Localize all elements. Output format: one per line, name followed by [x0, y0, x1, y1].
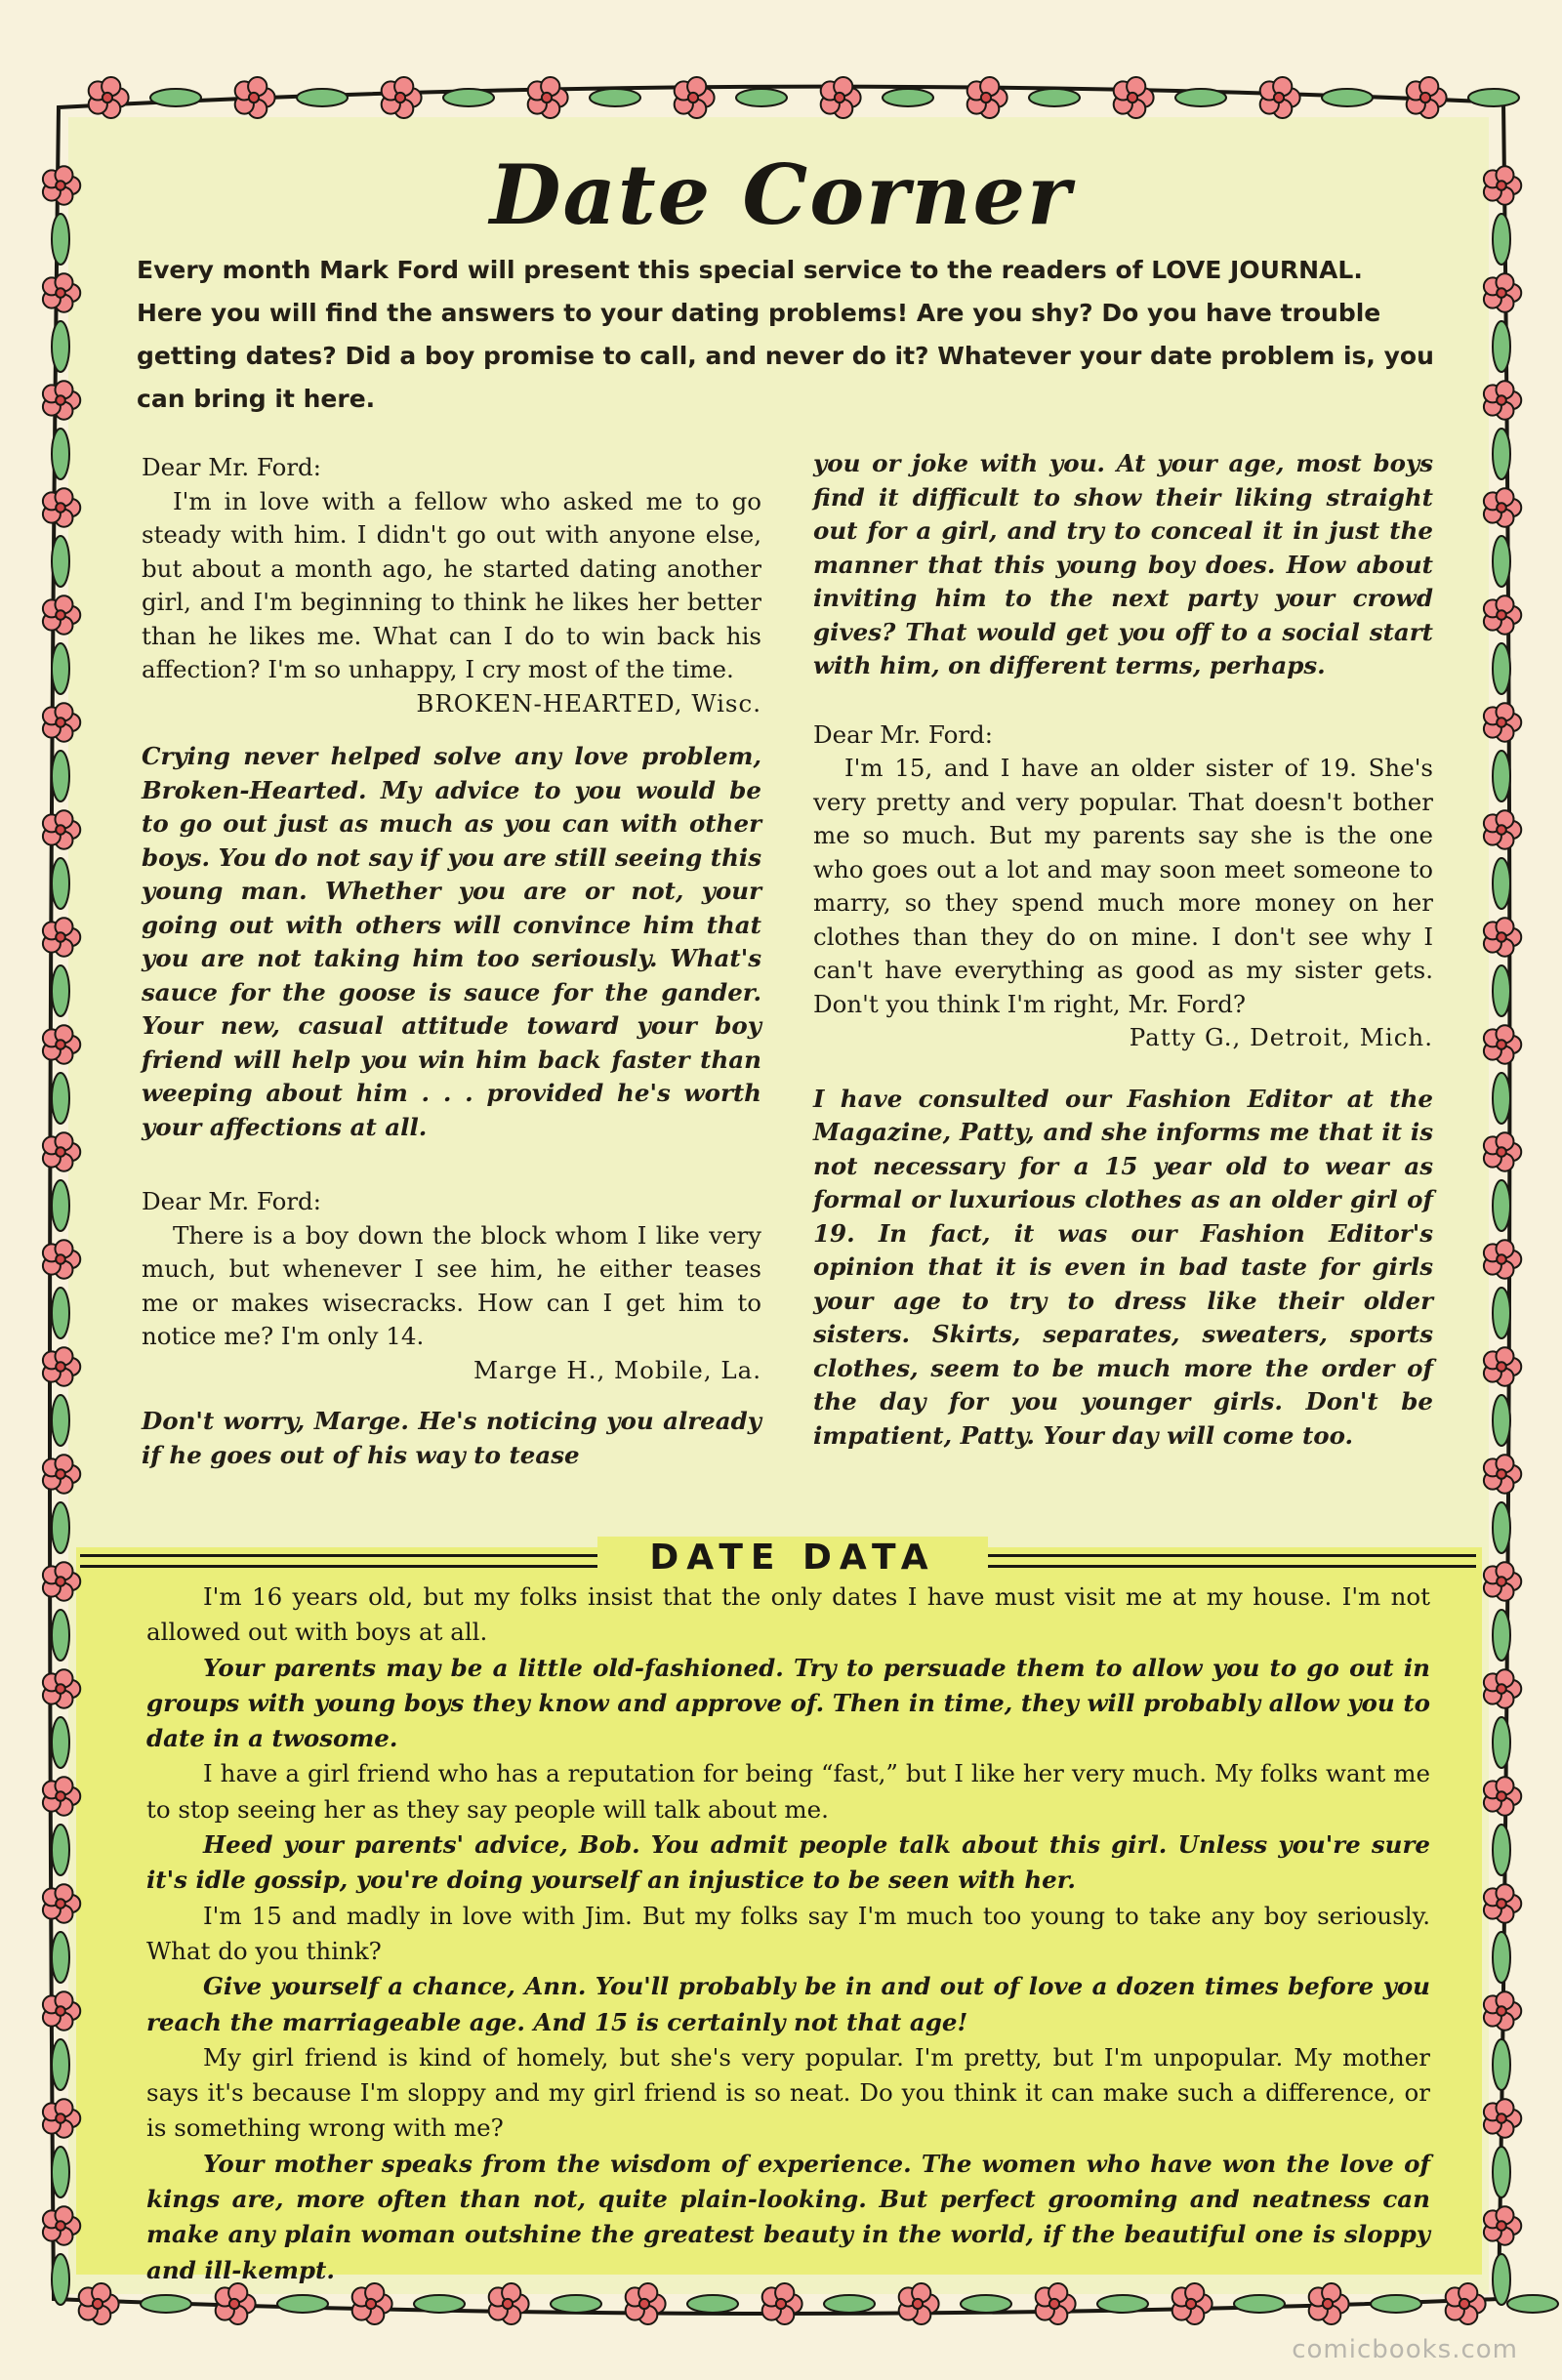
answer-3: I have consulted our Fashion Editor at the Magazine, Patty, and she informs me that it is not necessary for a 15 year old to wear as formal or luxurious clothes as an older girl of 19. In fact, it was our Fashion Editor's opinion that it is even in bad taste for girls your age to try to dress like their older sisters. Skirts, separates, sweaters, sports clothes, seem to be much more the order of the day for you younger girls. Don't be impatient, Patty. Your day will come too.	[813, 1084, 1433, 1450]
leaf-icon	[52, 643, 69, 694]
leaf-icon	[141, 2295, 191, 2313]
flower-icon	[1260, 77, 1300, 118]
flower-icon	[899, 2283, 939, 2324]
leaf-icon	[590, 89, 640, 106]
leaf-icon	[52, 1610, 69, 1661]
answer-dd-2: Heed your parents' advice, Bob. You admit people talk about this girl. Unless you're sure it's idle gossip, you're doing yourself an injustice to be seen with her.	[146, 1830, 1430, 1895]
leaf-icon	[1234, 2295, 1285, 2313]
flower-icon	[1484, 1884, 1521, 1922]
answer-2-part-1: Don't worry, Marge. He's noticing you already if he goes out of his way to tease	[142, 1407, 761, 1469]
flower-icon	[1484, 703, 1521, 741]
leaf-icon	[52, 536, 69, 587]
leaf-icon	[1493, 1180, 1510, 1231]
flower-icon	[1484, 381, 1521, 419]
leaf-icon	[1493, 2254, 1510, 2305]
leaf-icon	[52, 1717, 69, 1768]
flower-icon	[43, 1025, 80, 1063]
letter-1-body: I'm in love with a fellow who asked me to go steady with him. I didn't go out with anyone else, but about a month ago, he started dating another girl, and I'm beginning to think he likes her better than he likes me. What can I do to win back his affection? I'm so unhappy, I cry most of the time.	[142, 486, 761, 683]
page-title: Date Corner	[489, 146, 1073, 243]
leaf-icon	[52, 1288, 69, 1338]
letter-2-signature: Marge H., Mobile, La.	[473, 1355, 761, 1384]
flower-icon	[43, 810, 80, 848]
leaf-icon	[1493, 2147, 1510, 2197]
flower-icon	[43, 1669, 80, 1707]
flower-icon	[1484, 488, 1521, 526]
leaf-icon	[52, 1395, 69, 1446]
letter-3-salutation: Dear Mr. Ford:	[813, 719, 993, 749]
flower-icon	[43, 918, 80, 956]
flower-icon	[43, 1132, 80, 1170]
right-column	[813, 447, 1433, 1453]
flower-icon	[1484, 918, 1521, 956]
leaf-icon	[736, 89, 787, 106]
flower-icon	[1484, 1132, 1521, 1170]
flower-icon	[43, 1884, 80, 1922]
flower-icon	[43, 381, 80, 419]
leaf-icon	[1493, 1395, 1510, 1446]
leaf-icon	[1175, 89, 1226, 106]
letter-2-body: There is a boy down the block whom I like very much, but whenever I see him, he either teases me or makes wisecracks. How can I get him to notice me? I'm only 14.	[142, 1220, 761, 1350]
leaf-icon	[52, 2254, 69, 2305]
flower-icon	[89, 77, 129, 118]
question-2: I have a girl friend who has a reputation for being “fast,” but I like her very much. My folks want me to stop seeing her as they say people will talk about me.	[146, 1759, 1430, 1824]
flower-icon	[1484, 2099, 1521, 2137]
flower-icon	[1484, 1777, 1521, 1815]
flower-icon	[762, 2283, 802, 2324]
flower-icon	[1484, 1562, 1521, 1600]
leaf-icon	[1493, 1717, 1510, 1768]
question-3: I'm 15 and madly in love with Jim. But my folks say I'm much too young to take any boy seriously. What do you think?	[146, 1901, 1430, 1965]
flower-icon	[43, 1347, 80, 1385]
leaf-icon	[297, 89, 348, 106]
leaf-icon	[52, 2147, 69, 2197]
leaf-icon	[551, 2295, 601, 2313]
flower-icon	[821, 77, 861, 118]
flower-icon	[1484, 1347, 1521, 1385]
leaf-icon	[52, 1825, 69, 1875]
leaf-icon	[1029, 89, 1080, 106]
flower-icon	[43, 488, 80, 526]
leaf-icon	[1493, 751, 1510, 801]
question-4: My girl friend is kind of homely, but she's very popular. I'm pretty, but I'm unpopular. My mother says it's because I'm sloppy and my girl friend is so neat. Do you think it can make such a difference, or is something wrong with me?	[146, 2042, 1430, 2143]
leaf-icon	[277, 2295, 328, 2313]
flower-icon	[43, 273, 80, 311]
flower-icon	[1172, 2283, 1213, 2324]
leaf-icon	[1493, 1073, 1510, 1124]
flower-icon	[626, 2283, 666, 2324]
flower-icon	[352, 2283, 392, 2324]
leaf-icon	[52, 1502, 69, 1553]
answer-2-part-2: you or joke with you. At your age, most boys find it difficult to show their liking straight out for a girl, and try to conceal it in just the manner that this young boy does. How about inviting him to the next party your crowd gives? That would get you off to a social start with him, on different terms, perhaps.	[813, 449, 1433, 679]
leaf-icon	[1507, 2295, 1558, 2313]
flower-icon	[43, 1991, 80, 2030]
answer-dd-3: Give yourself a chance, Ann. You'll probably be in and out of love a dozen times before you reach the marriageable age. And 15 is certainly not that age!	[146, 1972, 1430, 2036]
leaf-icon	[1493, 965, 1510, 1016]
leaf-icon	[52, 2039, 69, 2090]
flower-icon	[43, 595, 80, 634]
flower-icon	[216, 2283, 256, 2324]
question-1: I'm 16 years old, but my folks insist that the only dates I have must visit me at my house. I'm not allowed out with boys at all.	[146, 1582, 1430, 1647]
leaf-icon	[687, 2295, 738, 2313]
leaf-icon	[1493, 643, 1510, 694]
letter-1-signature: BROKEN-HEARTED, Wisc.	[416, 688, 761, 718]
leaf-icon	[1493, 1502, 1510, 1553]
flower-icon	[1484, 1669, 1521, 1707]
leaf-icon	[52, 321, 69, 372]
leaf-icon	[1097, 2295, 1148, 2313]
leaf-icon	[1493, 1610, 1510, 1661]
leaf-icon	[824, 2295, 875, 2313]
leaf-icon	[961, 2295, 1011, 2313]
flower-icon	[1484, 2206, 1521, 2244]
flower-icon	[1484, 595, 1521, 634]
flower-icon	[43, 703, 80, 741]
leaf-icon	[52, 751, 69, 801]
letter-2-salutation: Dear Mr. Ford:	[142, 1187, 321, 1215]
flower-icon	[43, 1455, 80, 1493]
leaf-icon	[1371, 2295, 1421, 2313]
leaf-icon	[1493, 1932, 1510, 1983]
flower-icon	[967, 77, 1007, 118]
left-column	[142, 451, 761, 1472]
flower-icon	[235, 77, 275, 118]
watermark: comicbooks.com	[1292, 2335, 1518, 2364]
flower-icon	[1407, 77, 1447, 118]
flower-icon	[1484, 1455, 1521, 1493]
flower-icon	[43, 1562, 80, 1600]
flower-icon	[382, 77, 422, 118]
flower-icon	[1114, 77, 1154, 118]
flower-icon	[43, 2099, 80, 2137]
flower-icon	[1036, 2283, 1076, 2324]
leaf-icon	[52, 1932, 69, 1983]
flower-icon	[1484, 1991, 1521, 2030]
leaf-icon	[150, 89, 201, 106]
flower-icon	[528, 77, 568, 118]
leaf-icon	[1322, 89, 1373, 106]
flower-icon	[79, 2283, 119, 2324]
date-data-heading: DATE DATA	[597, 1537, 988, 1580]
flower-icon	[1484, 1240, 1521, 1278]
leaf-icon	[52, 1180, 69, 1231]
date-data-list	[146, 1580, 1430, 2288]
answer-dd-1: Your parents may be a little old-fashioned. Try to persuade them to allow you to go out in groups with young boys they know and approve of. Then in time, they will probably allow you to date in a twosome.	[146, 1653, 1430, 1753]
flower-icon	[43, 1240, 80, 1278]
flower-icon	[43, 2206, 80, 2244]
leaf-icon	[1493, 321, 1510, 372]
answer-dd-4: Your mother speaks from the wisdom of experience. The women who have won the love of kings are, more often than not, quite plain-looking. But perfect grooming and neatness can make any plain woman outshine the greatest beauty in the world, if the beautiful one is sloppy and ill-kempt.	[146, 2149, 1430, 2284]
letter-1-salutation: Dear Mr. Ford:	[142, 453, 321, 481]
leaf-icon	[52, 429, 69, 479]
letter-3-body: I'm 15, and I have an older sister of 19. She's very pretty and very popular. That doesn't bother me so much. But my parents say she is the one who goes out a lot and may soon meet someone to marry, so they spend much more money on her clothes than they do on mine. I don't see why I can't have everything as good as my sister gets. Don't you think I'm right, Mr. Ford?	[813, 754, 1433, 1018]
leaf-icon	[883, 89, 933, 106]
leaf-icon	[1493, 429, 1510, 479]
leaf-icon	[52, 858, 69, 909]
leaf-icon	[52, 965, 69, 1016]
leaf-icon	[443, 89, 494, 106]
leaf-icon	[1493, 1825, 1510, 1875]
flower-icon	[1446, 2283, 1486, 2324]
flower-icon	[1309, 2283, 1349, 2324]
flower-icon	[1484, 273, 1521, 311]
flower-icon	[489, 2283, 529, 2324]
leaf-icon	[1493, 858, 1510, 909]
leaf-icon	[1468, 89, 1519, 106]
flower-icon	[1484, 1025, 1521, 1063]
flower-icon	[1484, 810, 1521, 848]
leaf-icon	[1493, 2039, 1510, 2090]
letter-3-signature: Patty G., Detroit, Mich.	[1129, 1023, 1433, 1051]
flower-icon	[43, 1777, 80, 1815]
flower-icon	[675, 77, 715, 118]
intro-text: Every month Mark Ford will present this special service to the readers of LOVE JOURNAL. Here you will find the answers to your dating problems! Are you shy? Do you have trouble getting dates? Did a boy promise to call, and never do it? Whatever your date problem is, you can bring it here.	[137, 256, 1434, 413]
answer-1: Crying never helped solve any love problem, Broken-Hearted. My advice to you would be to go out just as much as you can with other boys. You do not say if you are still seeing this young man. Whether you are or not, your going out with others will convince him that you are not taking him too seriously. What's sauce for the goose is sauce for the gander. Your new, casual attitude toward your boy friend will help you win him back faster than weeping about him . . . provided he's worth your affections at all.	[142, 742, 761, 1141]
leaf-icon	[1493, 1288, 1510, 1338]
leaf-icon	[52, 1073, 69, 1124]
leaf-icon	[1493, 536, 1510, 587]
leaf-icon	[414, 2295, 465, 2313]
